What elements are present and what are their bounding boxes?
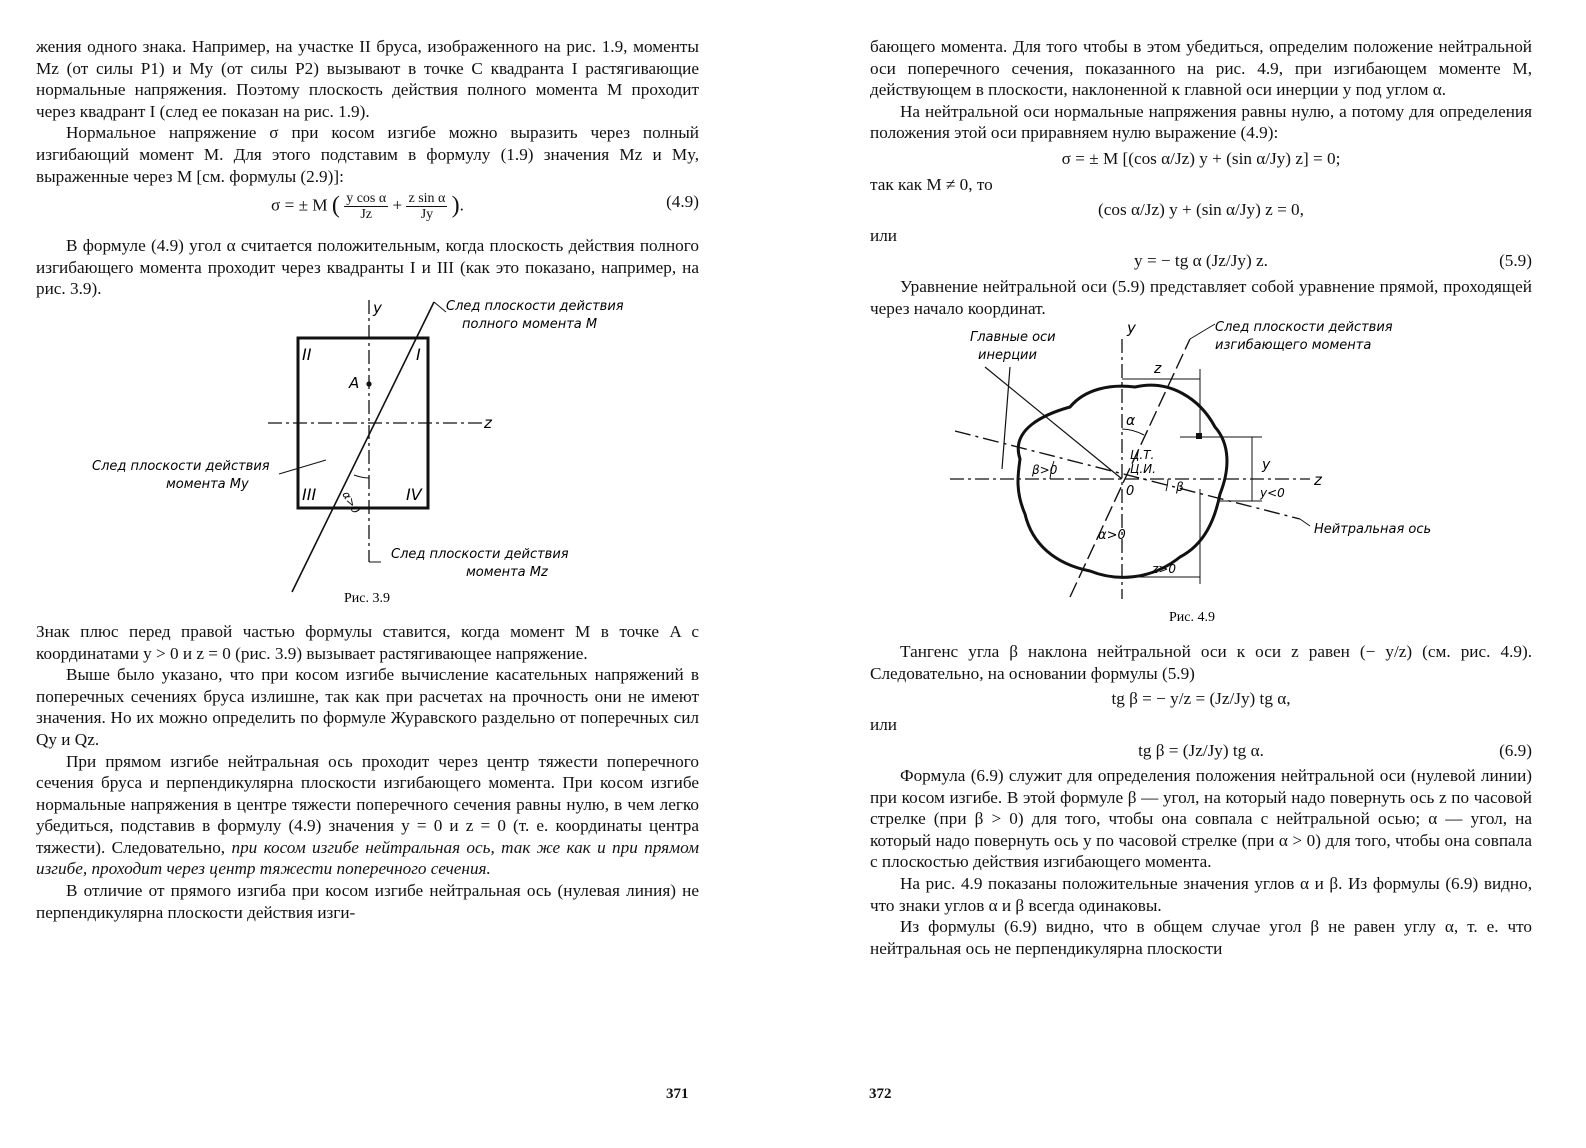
label-CI: Ц.И. <box>1130 462 1156 477</box>
trace-M-line1: След плоскости действия <box>446 299 624 314</box>
right-paragraph-2: На нейтральной оси нормальные напряжения равны нулю, а потому для определения положения этой оси приравняем нулю выражение (4.9): <box>870 101 1532 143</box>
trace-line1: След плоскости действия <box>1215 320 1393 336</box>
left-paragraph-6-regular: При прямом изгибе нейтральная ось проходит через центр тяжести поперечного сечения бруса и перпендикулярна плоскости изгибающего момента. При косом изгибе нормальные напряжения в центре тяжести поперечного сечения равны нулю, в чем легко убедиться, подставив в формулу (4.9) значения y = 0 и z = 0 (т. е. координаты центра тяжести). Следовательно, <box>36 751 699 857</box>
right-paragraph-6: На рис. 4.9 показаны положительные значения углов α и β. Из формулы (6.9) видно, что знаки углов α и β всегда одинаковы. <box>870 874 1532 915</box>
quadrant-III: III <box>302 484 317 504</box>
fraction-1 <box>344 191 388 222</box>
page-number-left: 371 <box>666 1086 689 1102</box>
formula-5-9-number: (5.9) <box>1499 251 1532 271</box>
quadrant-I: I <box>416 344 421 364</box>
text-since: так как M ≠ 0, то <box>870 174 993 194</box>
principal-axes-line2: инерции <box>978 348 1037 364</box>
left-paragraph-4: Знак плюс перед правой частью формулы ставится, когда момент M в точке A с координатами y > 0 и z = 0 (рис. 3.9) вызывает растягивающее напряжение. <box>36 621 699 663</box>
quadrant-II: II <box>302 344 312 364</box>
formula-6-9-body: tg β = (Jz/Jy) tg α. <box>1138 740 1264 760</box>
right-text-column <box>870 36 1532 959</box>
formula-zero: (cos α/Jz) y + (sin α/Jy) z = 0, <box>1098 200 1304 220</box>
label-CT: Ц.Т. <box>1130 448 1155 463</box>
left-paragraph-7: В отличие от прямого изгиба при косом изгибе нейтральная ось (нулевая линия) не перпендикулярна плоскости действия изги- <box>36 881 699 922</box>
trace-Mz-line1: След плоскости действия <box>391 546 569 562</box>
label-y-neg: y<0 <box>1260 486 1285 501</box>
label-z-pos: z>0 <box>1152 562 1176 577</box>
left-text-column <box>36 36 699 923</box>
figure-4-9 <box>870 319 1532 629</box>
page-number-right: 372 <box>869 1086 892 1102</box>
paren-close: ) <box>451 192 460 219</box>
left-paragraph-6-italic: при косом изгибе нейтральная ось, так же как и при прямом изгибе, проходит через центр тяжести поперечного сечения. <box>36 837 699 879</box>
fraction-2-numerator: z sin α <box>408 191 446 207</box>
fraction-2-denominator: Jy <box>420 207 434 223</box>
alpha-arc <box>1122 429 1144 435</box>
left-paragraph-1: жения одного знака. Например, на участке II бруса, изображенного на рис. 1.9, моменты Mz (от силы P1) и My (от силы P2) вызывают в точке C квадранта I растягивающие нормальные напряжения. Поэтому плоскость действия полного момента M проходит через квадрант I (след ее показан на рис. 1.9). <box>36 37 699 121</box>
fraction-2 <box>406 191 447 222</box>
left-paragraph-2: Нормальное напряжение σ при косом изгибе можно выразить через полный изгибающий момент M. Для этого подставим в формулу (1.9) значения Mz и My, выраженные через M [см. формулы (2.9)]: <box>36 123 699 186</box>
trace-line2: изгибающего момента <box>1215 338 1372 354</box>
formula-4-9-lhs: σ = ± M <box>271 195 328 215</box>
label-y-right: y <box>1262 457 1271 474</box>
trace-My-line1: След плоскости действия <box>92 458 270 474</box>
text-or-2: или <box>870 714 897 734</box>
right-paragraph-1: бающего момента. Для того чтобы в этом убедиться, определим положение нейтральной оси поперечного сечения, показанного на рис. 4.9, при изгибающем моменте M, действующем в плоскости, наклоненной к главной оси инерции y под углом α. <box>870 37 1532 100</box>
formula-6-9-number: (6.9) <box>1499 740 1532 760</box>
fraction-1-numerator: y cos α <box>346 191 387 207</box>
figure-3-9 <box>36 300 699 605</box>
label-y: y <box>373 299 382 317</box>
left-paragraph-5: Выше было указано, что при косом изгибе вычисление касательных напряжений в поперечных сечениях бруса излишне, так как при расчетах на прочность они не имеют значения. Но их можно определить по формуле Журавского раздельно от поперечных сил Qy и Qz. <box>36 665 699 749</box>
trace-M-line2: полного момента M <box>462 316 598 332</box>
figure-4-9-caption: Рис. 4.9 <box>1169 610 1215 626</box>
left-paragraph-6 <box>36 751 699 881</box>
fig-4-9-label-y: y <box>1127 319 1136 338</box>
text-or-1: или <box>870 225 897 245</box>
formula-plus: + <box>392 195 403 215</box>
fig-4-9-label-z-top: z <box>1154 361 1162 378</box>
formula-sigma-zero: σ = ± M [(cos α/Jz) y + (sin α/Jy) z] = 0; <box>1061 148 1341 168</box>
neutral-axis-label: Нейтральная ось <box>1314 522 1432 538</box>
fig-4-9-label-alpha: α <box>1126 413 1136 430</box>
paren-open: ( <box>331 192 340 219</box>
label-beta: β <box>1176 480 1184 495</box>
principal-axes-line1: Главные оси <box>970 330 1056 346</box>
formula-4-9: σ = ± M ( $\frac{\text{y cos α}}{Jz}$ + $\frac{\text{z sin α}}{Jy}$ ). (4.9) <box>271 191 699 223</box>
right-paragraph-3: Уравнение нейтральной оси (5.9) представляет собой уравнение прямой, проходящей через начало координат. <box>870 276 1532 318</box>
formula-5-9-body: y = − tg α (Jz/Jy) z. <box>1134 251 1268 271</box>
label-z: z <box>484 413 492 432</box>
label-alpha-pos: α>0 <box>1098 528 1126 544</box>
left-paragraph-3: В формуле (4.9) угол α считается положительным, когда плоскость действия полного изгибающего момента проходит через квадранты I и III (как это показано, например, на рис. 3.9). <box>36 236 699 299</box>
right-paragraph-5: Формула (6.9) служит для определения положения нейтральной оси (нулевой линии) при косом изгибе. В этой формуле β — угол, на который надо повернуть ось z по часовой стрелке (при β > 0) для того, чтобы она совпала с нейтральной осью; α — угол, на который надо повернуть ось y по часовой стрелке (при α > 0) для того, чтобы она совпала с плоскостью действия изгибающего момента. <box>870 766 1532 872</box>
formula-4-9-number: (4.9) <box>666 192 699 212</box>
trace-My-line2: момента My <box>166 476 249 492</box>
formula-5-9 <box>870 250 1532 272</box>
right-paragraph-4: Тангенс угла β наклона нейтральной оси к оси z равен (− y/z) (см. рис. 4.9). Следовательно, на основании формулы (5.9) <box>870 642 1532 683</box>
right-paragraph-7: Из формулы (6.9) видно, что в общем случае угол β не равен углу α, т. е. что нейтральная ось не перпендикулярна плоскости <box>870 917 1532 958</box>
formula-6-9 <box>870 740 1532 762</box>
formula-tg-beta: tg β = − y/z = (Jz/Jy) tg α, <box>1111 689 1291 709</box>
right-page <box>793 0 1586 1148</box>
figure-3-9-caption: Рис. 3.9 <box>344 590 390 605</box>
label-origin: 0 <box>1126 484 1135 500</box>
trace-Mz-line2: момента Mz <box>466 564 548 580</box>
label-A: A <box>349 373 360 392</box>
neutral-axis-line <box>955 431 1300 519</box>
angle-arc <box>354 475 369 478</box>
quadrant-IV: IV <box>406 484 422 504</box>
angle-label: α>0 <box>339 488 363 516</box>
fig-4-9-label-z-axis: z <box>1314 471 1322 490</box>
fraction-1-denominator: Jz <box>360 207 373 223</box>
label-beta-pos: β>0 <box>1032 463 1058 478</box>
point-A <box>366 381 371 386</box>
